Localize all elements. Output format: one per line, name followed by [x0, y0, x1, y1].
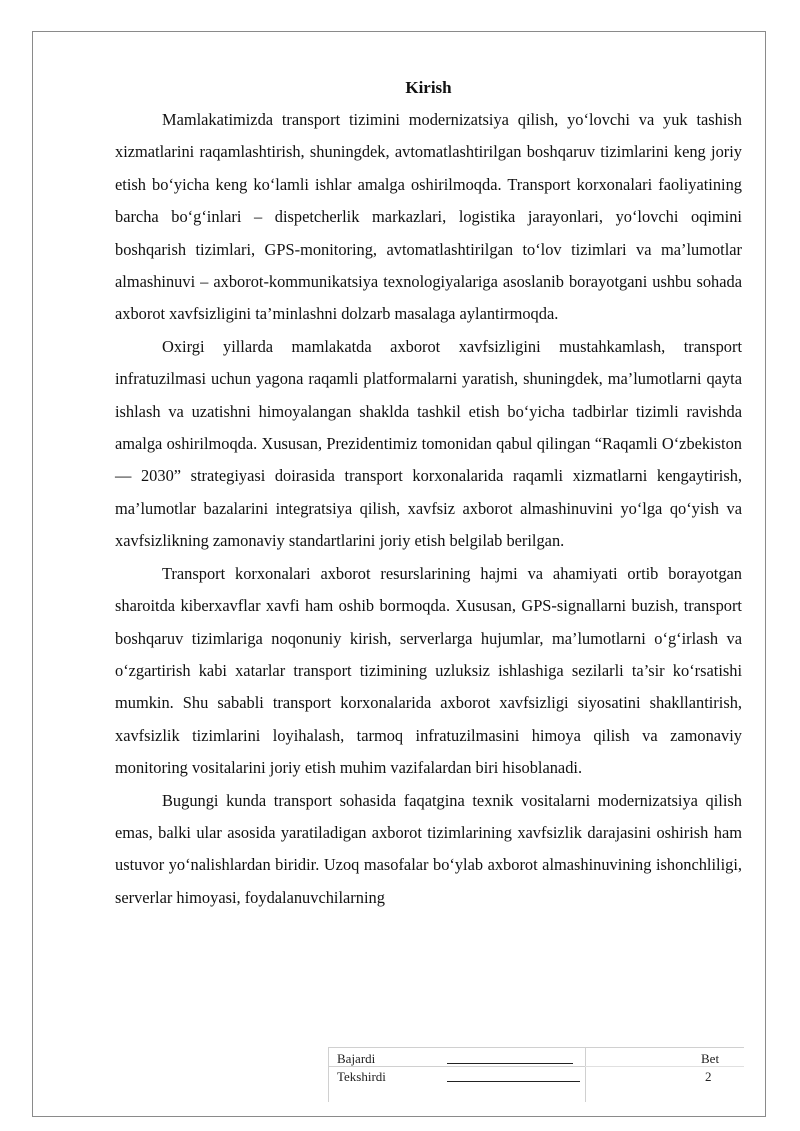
- stamp-divider: [585, 1066, 744, 1067]
- page-number: 2: [705, 1069, 712, 1084]
- stamp-page-label: Bet: [701, 1051, 720, 1066]
- stamp-executed-label: Bajardi: [337, 1051, 376, 1066]
- document-title: Kirish: [405, 78, 452, 97]
- paragraph-3: Transport korxonalari axborot resurslarining hajmi va ahamiyati ortib borayotgan sharoitda kiberxavflar xavfi ham oshib bormoqda. Xususan, GPS-signallarni buzish, transport boshqaruv tizimlariga noqonuniy kirish, serverlarga hujumlar, ma’lumotlarni o‘g‘irlash va o‘zgartirish kabi xatarlar transport tizimining uzluksiz ishlashiga sezilarli ta’sir ko‘rsatishi mumkin. Shu sababli transport korxonalarida axborot xavfsizligi siyosatini shakllantirish, xavfsizlik tizimlarini loyihalash, tarmoq infratuzilmasini himoya qilish va zamonaviy monitoring vositalarini joriy etish muhim vazifalardan biri hisoblanadi.: [115, 563, 742, 778]
- paragraph-2: Oxirgi yillarda mamlakatda axborot xavfsizligini mustahkamlash, transport infratuzilmasi uchun yagona raqamli platformalarni yaratish, shuningdek, ma’lumotlarni qayta ishlash va uzatishni himoyalangan shaklda tashkil etish bo‘yicha tadbirlar tizimli ravishda amalga oshirilmoqda. Xususan, Prezidentimiz tomonidan qabul qilingan “Raqamli O‘zbekiston — 2030” strategiyasi doirasida transport korxonalarida raqamli xizmatlarni kengaytirish, ma’lumotlar bazalarini integratsiya qilish, xavfsiz axborot almashinuvini yo‘lga qo‘yish va xavfsizlikning zamonaviy standartlarini joriy etish belgilab berilgan.: [115, 336, 742, 551]
- paragraph-4: Bugungi kunda transport sohasida faqatgina texnik vositalarni modernizatsiya qilish emas, balki ular asosida yaratiladigan axborot tizimlarining xavfsizlik darajasini oshirish ham ustuvor yo‘nalishlardan biridir. Uzoq masofalar bo‘ylab axborot almashinuvining ishonchliligi, serverlar himoyasi, foydalanuvchilarning: [115, 790, 742, 907]
- document-body: [115, 72, 742, 914]
- paragraph-1: Mamlakatimizda transport tizimini modernizatsiya qilish, yo‘lovchi va yuk tashish xizmatlarini raqamlashtirish, shuningdek, avtomatlashtirilgan boshqaruv tizimlarini keng joriy etish bo‘yicha keng ko‘lamli ishlar amalga oshirilmoqda. Transport korxonalari faoliyatining barcha bo‘g‘inlari – dispetcherlik markazlari, logistika jarayonlari, yo‘lovchi oqimini boshqarish tizimlari, GPS-monitoring, avtomatlashtirilgan to‘lov tizimlari va ma’lumotlar almashinuvi – axborot-kommunikatsiya texnologiyalariga asoslanib borayotgani ushbu sohada axborot xavfsizligini ta’minlashni dolzarb masalaga aylantirmoqda.: [115, 110, 742, 324]
- stamp-checked-label: Tekshirdi: [337, 1069, 386, 1084]
- title-block-stamp: [328, 1047, 744, 1102]
- stamp-signature-line-1: [447, 1051, 573, 1064]
- stamp-signature-line-2: [447, 1069, 580, 1082]
- stamp-divider: [585, 1048, 586, 1102]
